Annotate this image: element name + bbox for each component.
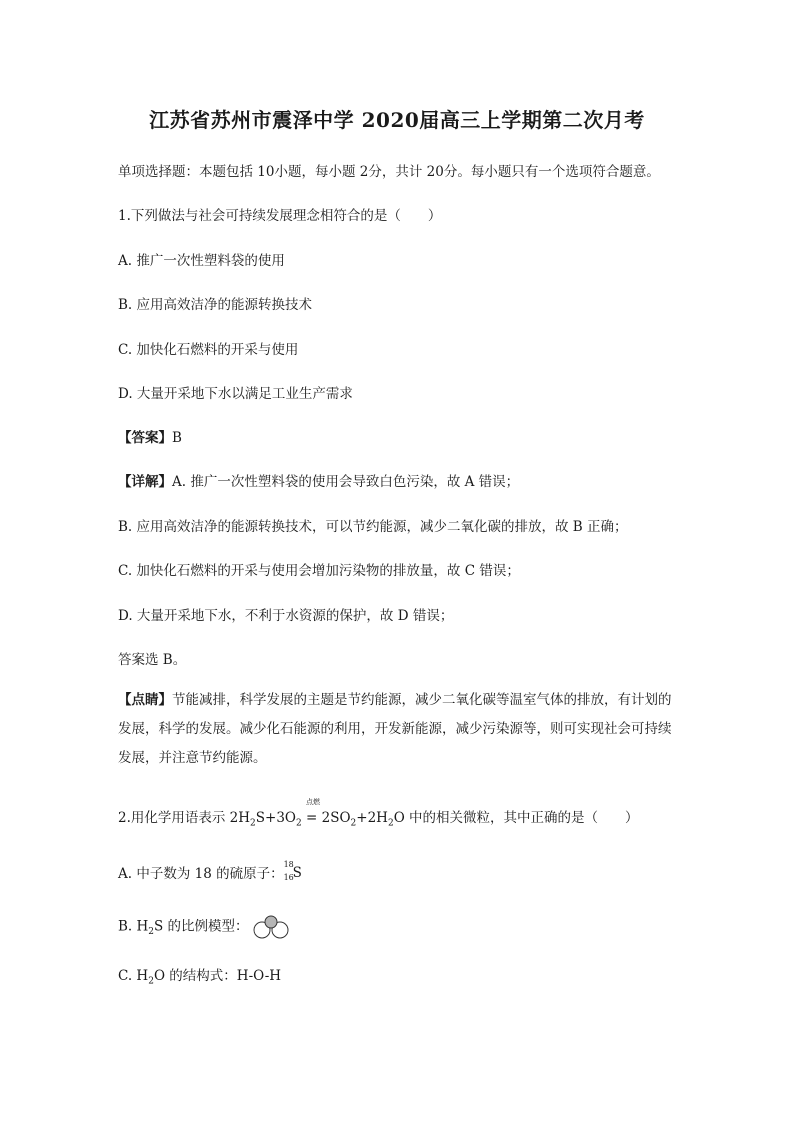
q2-option-c: C. $H_2O$ 的结构式：H-O-H xyxy=(118,968,282,987)
q1-stem: 1.下列做法与社会可持续发展理念相符合的是（ ） xyxy=(118,208,442,224)
q1-answer xyxy=(118,426,182,446)
q2-stem: 2.用化学用语表示 $2H_2S+3O_2$ 点燃 = $2SO_2+2H_2O$ 中的相关微粒，其中正确的是（ ） xyxy=(118,798,639,829)
q1-detail-b: B. 应用高效洁净的能源转换技术，可以节约能源，减少二氧化碳的排放，故 B 正确； xyxy=(118,519,628,535)
h2s-space-filling-model-icon xyxy=(253,914,289,940)
q2-option-b: B. $H_2S$ 的比例模型： xyxy=(118,914,289,940)
reaction-condition: 点燃 = xyxy=(306,798,321,826)
q1-option-c: C. 加快化石燃料的开采与使用 xyxy=(118,342,299,358)
q1-detail-c: C. 加快化石燃料的开采与使用会增加污染物的排放量，故 C 错误； xyxy=(118,563,520,579)
q1-detail-d: D. 大量开采地下水，不利于水资源的保护，故 D 错误； xyxy=(118,608,454,624)
q1-conclusion: 答案选 B。 xyxy=(118,652,187,668)
q1-option-b: B. 应用高效洁净的能源转换技术 xyxy=(118,297,313,313)
section-intro: 单项选择题：本题包括 10小题，每小题 2分，共计 20分。每小题只有一个选项符合题意。 xyxy=(118,164,660,180)
q2-option-a: A. 中子数为 18 的硫原子： 18 16 S xyxy=(118,860,302,882)
sulfur-isotope: 18 16 S xyxy=(283,860,302,882)
q1-option-a: A. 推广一次性塑料袋的使用 xyxy=(118,253,285,269)
comment-text: 节能减排，科学发展的主题是节约能源，减少二氧化碳等温室气体的排放，有计划的发展，科学的发展。减少化石能源的利用，开发新能源，减少污染源等，则可实现社会可持续发展，并注意节约能源。 xyxy=(118,692,672,766)
comment-tag: 【点睛】 xyxy=(118,692,172,708)
answer-tag: 【答案】 xyxy=(118,430,172,446)
answer-value: B xyxy=(172,430,182,446)
q1-comment xyxy=(118,686,678,773)
q1-option-d: D. 大量开采地下水以满足工业生产需求 xyxy=(118,386,353,402)
q1-detail-a xyxy=(118,470,519,490)
page-title: 江苏省苏州市震泽中学 2020届高三上学期第二次月考 xyxy=(149,108,645,132)
detail-a-text: A. 推广一次性塑料袋的使用会导致白色污染，故 A 错误； xyxy=(172,474,520,490)
detail-tag: 【详解】 xyxy=(118,474,172,490)
